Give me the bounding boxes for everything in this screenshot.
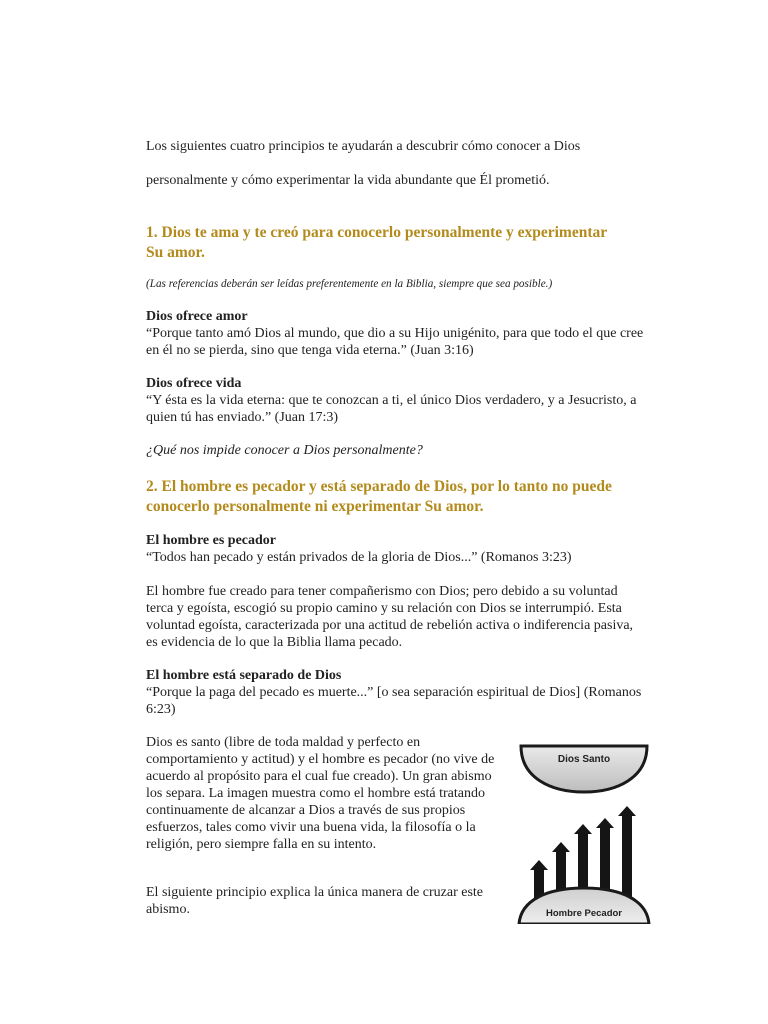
god-offers-love-title: Dios ofrece amor <box>146 309 248 324</box>
reference-note: (Las referencias deberán ser leídas preferentemente en la Biblia, siempre que sea posible.) <box>146 278 553 290</box>
man-is-sinner-text: “Todos han pecado y están privados de la gloria de Dios...” (Romanos 3:23) <box>146 550 572 565</box>
man-is-sinner-title: El hombre es pecador <box>146 533 277 548</box>
intro-line-1: Los siguientes cuatro principios te ayudarán a descubrir cómo conocer a Dios <box>146 139 581 154</box>
god-holy-platform <box>521 746 647 792</box>
man-is-sinner-block <box>146 532 646 566</box>
sinful-man-label: Hombre Pecador <box>545 908 623 919</box>
explanation-paragraph: El hombre fue creado para tener compañerismo con Dios; pero debido a su voluntad terca y egoísta, escogió su propio camino y su relación con Dios se interrumpió. Esta voluntad egoísta, caracterizada por una actitud de rebelión activa o indiferencia pasiva, es evidencia de lo que la Biblia llama pecado. <box>146 584 634 650</box>
man-is-separated-title: El hombre está separado de Dios <box>146 668 342 683</box>
god-offers-life-text: “Y ésta es la vida eterna: que te conozcan a ti, el único Dios verdadero, y a Jesucristo, a quien tú has enviado.” (Juan 17:3) <box>146 393 637 425</box>
arrow-icon <box>618 806 636 902</box>
next-principle-paragraph: El siguiente principio explica la única manera de cruzar este abismo. <box>146 885 484 917</box>
principle-2-heading: 2. El hombre es pecador y está separado de Dios, por lo tanto no puede conocerlo personalmente ni experimentar Su amor. <box>146 478 612 515</box>
god-offers-love-text: “Porque tanto amó Dios al mundo, que dio a su Hijo unigénito, para que todo el que cree en él no se pierda, sino que tenga vida eterna.” (Juan 3:16) <box>146 326 644 358</box>
god-offers-life-title: Dios ofrece vida <box>146 376 242 391</box>
man-is-separated-text: “Porque la paga del pecado es muerte...” [o sea separación espiritual de Dios] (Romanos 6:23) <box>146 685 642 717</box>
god-offers-life-block <box>146 375 646 426</box>
man-is-separated-block <box>146 667 646 718</box>
principle-1-heading: 1. Dios te ama y te creó para conocerlo personalmente y experimentar Su amor. <box>146 224 607 261</box>
intro-line-2: personalmente y cómo experimentar la vida abundante que Él prometió. <box>146 173 550 188</box>
god-holy-label: Dios Santo <box>557 754 611 765</box>
separation-diagram <box>517 744 651 924</box>
transition-question: ¿Qué nos impide conocer a Dios personalmente? <box>146 443 423 458</box>
god-offers-love-block <box>146 308 646 359</box>
god-is-holy-paragraph: Dios es santo (libre de toda maldad y perfecto en comportamiento y actitud) y el hombre es pecador (no vive de acuerdo al propósito para el cual fue creado). Un gran abismo los separa. La imagen muestra como el hombre está tratando continuamente de alcanzar a Dios a través de sus propios esfuerzos, tales como vivir una buena vida, la filosofía o la religión, pero siempre falla en su intento. <box>146 735 495 852</box>
